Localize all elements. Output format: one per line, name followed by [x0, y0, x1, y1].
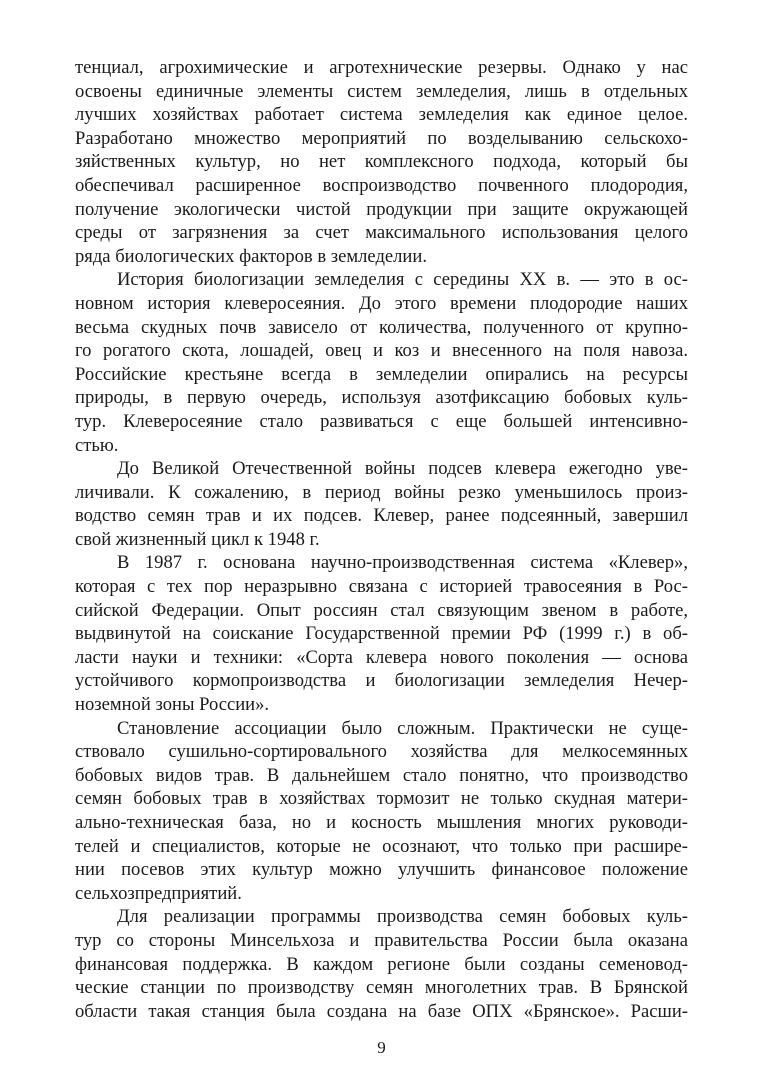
- text-line: выдвинутой на соискание Государственной премии РФ (1999 г.) в об-: [75, 623, 688, 645]
- text-line: обеспечивал расширенное воспроизводство почвенного плодородия,: [75, 174, 688, 196]
- text-line: ласти науки и техники: «Сорта клевера нового поколения — основа: [75, 646, 688, 668]
- text-line: бобовых видов трав. В дальнейшем стало понятно, что производство: [75, 764, 688, 786]
- page-number: 9: [377, 1038, 386, 1057]
- text-line: ноземной зоны России».: [75, 694, 270, 716]
- text-line: телей и специалистов, которые не осознают, что только при расшире-: [75, 835, 688, 857]
- paragraph-1: [75, 56, 688, 268]
- paragraph-3: [75, 457, 688, 551]
- text-line: сийской Федерации. Опыт россиян стал связующим звеном в работе,: [75, 599, 688, 621]
- text-line: весьма скудных почв зависело от количества, полученного от крупно-: [75, 316, 688, 338]
- text-line: семян бобовых трав в хозяйствах тормозит не только скудная матери-: [75, 788, 688, 810]
- text-line: сельхозпредприятий.: [75, 882, 242, 904]
- paragraph-6: [75, 905, 688, 1023]
- text-line: Для реализации программы производства семян бобовых куль-: [117, 906, 688, 928]
- text-line: устойчивого кормопроизводства и биологизации земледелия Нечер-: [75, 670, 688, 692]
- text-line: ряда биологических факторов в земледелии.: [75, 245, 427, 267]
- text-line: лучших хозяйствах работает система земледелия как единое целое.: [75, 104, 688, 126]
- text-line: Российские крестьяне всегда в земледелии опирались на ресурсы: [75, 363, 688, 385]
- text-line: История биологизации земледелия с середины XX в. — это в ос-: [117, 269, 688, 291]
- text-line: ческие станции по производству семян многолетних трав. В Брянской: [75, 977, 688, 999]
- text-line: новном история клеверосеяния. До этого времени плодородие наших: [75, 292, 688, 314]
- text-line: финансовая поддержка. В каждом регионе были созданы семеновод-: [75, 953, 688, 975]
- text-line: ально-техническая база, но и косность мышления многих руководи-: [75, 812, 688, 833]
- paragraph-4: [75, 551, 688, 716]
- text-line: тур со стороны Минсельхоза и правительства России была оказана: [75, 929, 688, 951]
- text-line: водство семян трав и их подсев. Клевер, ранее подсеянный, завершил: [75, 505, 688, 527]
- text-line: Разработано множество мероприятий по возделыванию сельскохо-: [75, 127, 688, 149]
- text-line: получение экологически чистой продукции при защите окружающей: [75, 198, 688, 220]
- text-line: тенциал, агрохимические и агротехнические резервы. Однако у нас: [75, 57, 688, 78]
- paragraph-2: [75, 268, 688, 457]
- text-line: го рогатого скота, лошадей, овец и коз и внесенного на поля навоза.: [75, 340, 688, 362]
- text-line: До Великой Отечественной войны подсев клевера ежегодно уве-: [117, 458, 688, 480]
- text-line: нии посевов этих культур можно улучшить финансовое положение: [75, 859, 688, 881]
- text-line: которая с тех пор неразрывно связана с историей травосеяния в Рос-: [75, 576, 688, 598]
- text-line: области такая станция была создана на базе ОПХ «Брянское». Расши-: [75, 1000, 688, 1022]
- text-line: ствовало сушильно-сортировального хозяйства для мелкосемянных: [75, 741, 688, 763]
- text-line: стью.: [75, 434, 119, 456]
- text-line: зяйственных культур, но нет комплексного подхода, который бы: [75, 151, 688, 173]
- text-line: В 1987 г. основана научно-производственная система «Клевер»,: [117, 552, 688, 574]
- page-body: [75, 56, 688, 1023]
- text-line: тур. Клеверосеяние стало развиваться с еще большей интенсивно-: [75, 410, 688, 432]
- text-line: свой жизненный цикл к 1948 г.: [75, 528, 320, 550]
- text-line: личивали. К сожалению, в период войны резко уменьшилось произ-: [75, 481, 688, 503]
- text-line: природы, в первую очередь, используя азотфиксацию бобовых куль-: [75, 387, 688, 409]
- text-line: освоены единичные элементы систем земледелия, лишь в отдельных: [75, 80, 688, 102]
- paragraph-5: [75, 717, 688, 906]
- text-line: среды от загрязнения за счет максимального использования целого: [75, 222, 688, 244]
- text-line: Становление ассоциации было сложным. Практически не суще-: [117, 717, 688, 739]
